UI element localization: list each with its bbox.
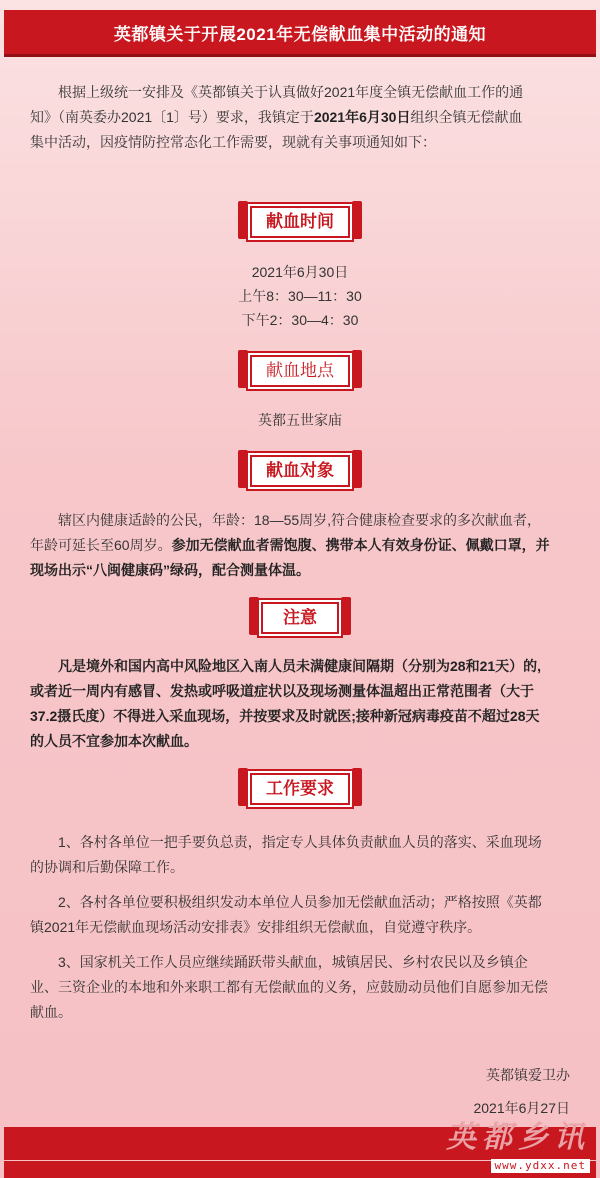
section-label-target: 献血对象 <box>250 455 350 487</box>
requirement-3-line-2: 业、三资企业的本地和外来职工都有无偿献血的义务，应鼓励动员他们自愿参加无偿 <box>30 979 548 995</box>
requirement-2-line-2: 镇2021年无偿献血现场活动安排表》安排组织无偿献血，自觉遵守秩序。 <box>30 919 482 935</box>
watermark-url: www.ydxx.net <box>491 1159 590 1173</box>
intro-date-bold: 2021年6月30日 <box>313 109 411 125</box>
scroll-cap-left-icon <box>238 450 248 488</box>
section-banner-time <box>250 206 350 238</box>
time-afternoon: 下午2：30—4：30 <box>241 312 359 328</box>
scroll-cap-right-icon <box>352 350 362 388</box>
scroll-cap-right-icon <box>352 768 362 806</box>
scroll-cap-left-icon <box>238 768 248 806</box>
title-banner <box>4 10 596 57</box>
section-label-notice: 注意 <box>261 602 339 634</box>
signature-block <box>30 1063 570 1121</box>
notice-line-2: 或者近一周内有感冒、发热或呼吸道症状以及现场测量体温超出正常范围者（大于 <box>30 683 534 699</box>
time-details <box>30 260 570 332</box>
scroll-cap-left-icon <box>249 597 259 635</box>
notice-line-1: 凡是境外和国内高中风险地区入南人员未满健康间隔期（分别为28和21天）的, <box>58 658 542 674</box>
requirement-1-line-2: 的协调和后勤保障工作。 <box>30 859 184 875</box>
watermark <box>410 1120 590 1178</box>
place-value: 英都五世家庙 <box>258 412 342 428</box>
requirements-list <box>30 830 570 1025</box>
section-banner-notice <box>261 602 339 634</box>
target-line-2-pre: 年龄可延长至60周岁。 <box>30 537 172 553</box>
time-date: 2021年6月30日 <box>251 264 349 280</box>
requirement-3-line-3: 献血。 <box>30 1004 72 1020</box>
time-morning: 上午8：30—11：30 <box>238 288 362 304</box>
scroll-cap-left-icon <box>238 201 248 239</box>
notice-line-3: 37.2摄氏度）不得进入采血现场，并按要求及时就医;接种新冠病毒疫苗不超过28天 <box>30 708 540 724</box>
intro-line-1: 根据上级统一安排及《英都镇关于认真做好2021年度全镇无偿献血工作的通 <box>58 84 524 100</box>
scroll-cap-right-icon <box>352 450 362 488</box>
scroll-cap-right-icon <box>352 201 362 239</box>
section-label-requirements: 工作要求 <box>250 773 350 805</box>
scroll-cap-right-icon <box>341 597 351 635</box>
section-banner-place <box>250 355 350 387</box>
signature-org: 英都镇爱卫办 <box>486 1067 570 1083</box>
target-line-3: 现场出示“八闽健康码”绿码，配合测量体温。 <box>30 562 310 578</box>
notice-line-4: 的人员不宜参加本次献血。 <box>30 733 198 749</box>
intro-line-2 <box>30 105 570 130</box>
intro-line-2-post: 组织全镇无偿献血 <box>410 109 523 125</box>
section-label-place: 献血地点 <box>250 355 350 387</box>
target-line-2-bold: 参加无偿献血者需饱腹、携带本人有效身份证、佩戴口罩，并 <box>171 537 550 553</box>
target-line-1: 辖区内健康适龄的公民，年龄：18—55周岁,符合健康检查要求的多次献血者， <box>58 512 542 528</box>
section-banner-target <box>250 455 350 487</box>
requirement-2-line-1: 2、各村各单位要积极组织发动本单位人员参加无偿献血活动；严格按照《英都 <box>58 894 542 910</box>
watermark-logo-text: 英都乡讯 <box>446 1120 590 1155</box>
intro-line-2-pre: 知》（南英委办2021〔1〕号）要求，我镇定于 <box>30 109 314 125</box>
section-banner-requirements <box>250 773 350 805</box>
target-line-2 <box>30 533 570 558</box>
page-title: 英都镇关于开展2021年无偿献血集中活动的通知 <box>113 24 487 44</box>
signature-date: 2021年6月27日 <box>473 1100 570 1116</box>
section-label-time: 献血时间 <box>250 206 350 238</box>
intro-paragraph <box>30 80 570 155</box>
scroll-cap-left-icon <box>238 350 248 388</box>
intro-line-3: 集中活动，因疫情防控常态化工作需要，现就有关事项通知如下： <box>30 134 436 150</box>
notice-paragraph <box>30 654 570 754</box>
target-paragraph <box>30 508 570 583</box>
requirement-1-line-1: 1、各村各单位一把手要负总责，指定专人具体负责献血人员的落实、采血现场 <box>58 834 542 850</box>
requirement-3-line-1: 3、国家机关工作人员应继续踊跃带头献血，城镇居民、乡村农民以及乡镇企 <box>58 954 528 970</box>
